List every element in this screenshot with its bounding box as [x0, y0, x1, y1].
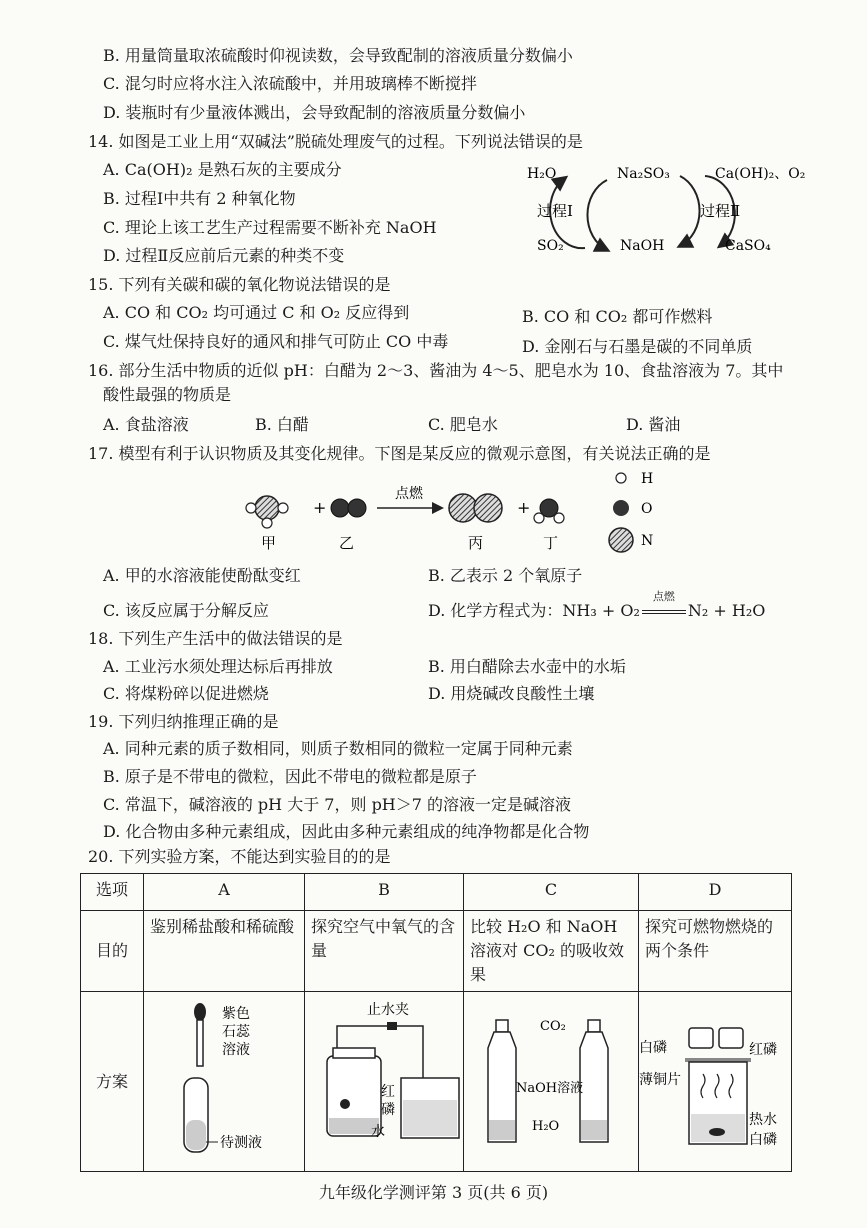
q15-option-c: C. 煤气灶保持良好的通风和排气可防止 CO 中毒 — [103, 332, 449, 351]
q19-stem: 19. 下列归纳推理正确的是 — [88, 712, 279, 731]
q17-option-d-suffix: N₂ + H₂O — [687, 601, 766, 620]
litmus-label-3: 溶液 — [222, 1042, 250, 1058]
plan-d-cell — [639, 992, 792, 1172]
legend-h: H — [641, 471, 654, 487]
process1-arc-right — [587, 180, 607, 250]
q19-option-c: C. 常温下，碱溶液的 pH 大于 7，则 pH＞7 的溶液一定是碱溶液 — [103, 795, 572, 814]
molecule-ding — [534, 499, 564, 523]
white-phosphorus-label-2: 白磷 — [749, 1132, 777, 1148]
hot-water — [691, 1114, 745, 1142]
h2o-label: H₂O — [527, 166, 557, 182]
cup-right — [719, 1028, 743, 1048]
q18-option-c: C. 将煤粉碎以促进燃烧 — [103, 684, 269, 703]
row-label-plan: 方案 — [81, 992, 144, 1172]
table-header-row — [81, 874, 792, 911]
q14-option-b: B. 过程Ⅰ中共有 2 种氧化物 — [103, 189, 296, 208]
litmus-label-2: 石蕊 — [222, 1024, 250, 1040]
q15-option-a: A. CO 和 CO₂ 均可通过 C 和 O₂ 反应得到 — [103, 303, 410, 322]
header-b: B — [305, 874, 464, 911]
label-bing: 丙 — [468, 534, 484, 552]
naoh-label: NaOH — [620, 238, 665, 254]
q18-option-d: D. 用烧碱改良酸性土壤 — [428, 684, 595, 703]
h2o-label: H₂O — [532, 1119, 560, 1134]
purpose-c: 比较 H₂O 和 NaOH 溶液对 CO₂ 的吸收效果 — [464, 911, 639, 992]
q16-option-c: C. 肥皂水 — [428, 415, 498, 434]
q15-option-b: B. CO 和 CO₂ 都可作燃料 — [522, 307, 713, 326]
clamp-label: 止水夹 — [367, 1002, 409, 1018]
process2-label: 过程Ⅱ — [700, 202, 741, 220]
copper-sheet-label: 薄铜片 — [639, 1072, 681, 1088]
q14-option-a: A. Ca(OH)₂ 是熟石灰的主要成分 — [103, 160, 342, 179]
legend-h-symbol — [616, 473, 626, 483]
q13-option-d: D. 装瓶时有少量液体溅出，会导致配制的溶液质量分数偏小 — [103, 103, 526, 122]
naoh-solution-label: NaOH溶液 — [516, 1081, 584, 1096]
litmus-label-1: 紫色 — [222, 1006, 250, 1022]
legend-o: O — [641, 501, 653, 517]
equation-arrow — [640, 590, 688, 622]
q20-table — [80, 873, 792, 1172]
header-a: A — [144, 874, 305, 911]
micro-reaction-diagram — [235, 468, 675, 558]
process1-label: 过程Ⅰ — [537, 202, 573, 220]
hot-water-label: 热水 — [749, 1112, 777, 1128]
red-phosphorus-label: 红磷 — [749, 1042, 777, 1058]
plus-1: + — [313, 498, 327, 517]
molecule-jia — [246, 496, 288, 528]
q13-option-c: C. 混匀时应将水注入浓硫酸中，并用玻璃棒不断搅拌 — [103, 74, 477, 93]
bottle-right-cap — [588, 1020, 600, 1032]
clamp-icon — [387, 1022, 397, 1030]
q19-option-d: D. 化合物由多种元素组成，因此由多种元素组成的纯净物都是化合物 — [103, 822, 590, 841]
double-alkali-diagram — [525, 158, 825, 258]
header-c: C — [464, 874, 639, 911]
table-row-purpose — [81, 911, 792, 992]
bottle-left-liquid — [489, 1120, 515, 1140]
molecule-yi — [331, 499, 366, 517]
label-ding: 丁 — [543, 534, 559, 552]
row-label-purpose: 目的 — [81, 911, 144, 992]
q19-option-a: A. 同种元素的质子数相同，则质子数相同的微粒一定属于同种元素 — [103, 739, 573, 758]
table-row-plan — [81, 992, 792, 1172]
q14-option-d: D. 过程Ⅱ反应前后元素的种类不变 — [103, 246, 345, 265]
legend-n-symbol — [609, 528, 633, 552]
q18-option-a: A. 工业污水须处理达标后再排放 — [103, 657, 333, 676]
red-phosphorus-label-1: 红 — [381, 1084, 395, 1100]
q14-stem: 14. 如图是工业上用“双碱法”脱硫处理废气的过程。下列说法错误的是 — [88, 132, 583, 151]
red-phosphorus — [340, 1099, 350, 1109]
q17-option-a: A. 甲的水溶液能使酚酞变红 — [103, 566, 301, 585]
q13-option-b: B. 用量筒量取浓硫酸时仰视读数，会导致配制的溶液质量分数偏小 — [103, 46, 573, 65]
purpose-b: 探究空气中氧气的含量 — [305, 911, 464, 992]
so2-label: SO₂ — [537, 238, 564, 254]
caso4-label: CaSO₄ — [725, 238, 771, 254]
q14-option-c: C. 理论上该工艺生产过程需要不断补充 NaOH — [103, 218, 437, 237]
plus-2: + — [517, 498, 531, 517]
q15-stem: 15. 下列有关碳和碳的氧化物说法错误的是 — [88, 275, 391, 294]
legend-n: N — [641, 533, 654, 549]
q17-option-c: C. 该反应属于分解反应 — [103, 601, 269, 620]
bottle-right-liquid — [581, 1120, 607, 1140]
caoh2-o2-label: Ca(OH)₂、O₂ — [715, 166, 806, 182]
process2-arc-left — [680, 176, 700, 246]
plan-d-figure — [639, 992, 789, 1164]
na2so3-label: Na₂SO₃ — [617, 166, 670, 182]
q17-option-b: B. 乙表示 2 个氧原子 — [428, 566, 583, 585]
header-d: D — [639, 874, 792, 911]
q18-option-b: B. 用白醋除去水壶中的水垢 — [428, 657, 626, 676]
plan-c-cell — [464, 992, 639, 1172]
dropper-tube — [197, 1020, 203, 1066]
white-phosphorus-label: 白磷 — [639, 1040, 667, 1056]
q16-stem-line2: 酸性最强的物质是 — [103, 385, 232, 404]
q16-stem-line1: 16. 部分生活中物质的近似 pH：白醋为 2～3、酱油为 4～5、肥皂水为 10、食盐溶液为 7。其中 — [88, 361, 784, 380]
q17-stem: 17. 模型有利于认识物质及其变化规律。下图是某反应的微观示意图，有关说法正确的是 — [88, 444, 711, 463]
plan-a-figure — [144, 992, 302, 1164]
test-liquid — [186, 1120, 206, 1150]
page-footer: 九年级化学测评第 3 页(共 6 页) — [318, 1183, 549, 1202]
legend-o-symbol — [613, 500, 629, 516]
q16-option-d: D. 酱油 — [626, 415, 681, 434]
header-option: 选项 — [81, 874, 144, 911]
label-jia: 甲 — [261, 534, 277, 552]
beaker-water — [403, 1100, 457, 1136]
q15-option-d: D. 金刚石与石墨是碳的不同单质 — [522, 337, 753, 356]
q19-option-b: B. 原子是不带电的微粒，因此不带电的微粒都是原子 — [103, 767, 477, 786]
red-phosphorus-label-2: 磷 — [381, 1102, 395, 1118]
plan-c-figure — [464, 992, 636, 1164]
q18-stem: 18. 下列生产生活中的做法错误的是 — [88, 629, 343, 648]
bottle-left-cap — [496, 1020, 508, 1032]
molecule-bing — [449, 494, 502, 522]
plan-b-cell — [305, 992, 464, 1172]
q17-option-d — [428, 590, 766, 622]
q16-option-a: A. 食盐溶液 — [103, 415, 189, 434]
test-liquid-label: 待测液 — [220, 1135, 262, 1151]
purpose-d: 探究可燃物燃烧的两个条件 — [639, 911, 792, 992]
q16-option-b: B. 白醋 — [255, 415, 309, 434]
cup-left — [689, 1028, 713, 1048]
equation-condition: 点燃 — [652, 590, 675, 603]
plan-b-figure — [305, 992, 463, 1164]
label-yi: 乙 — [339, 534, 355, 552]
q20-stem: 20. 下列实验方案，不能达到实验目的的是 — [88, 847, 391, 866]
purpose-a: 鉴别稀盐酸和稀硫酸 — [144, 911, 305, 992]
submerged-white-phosphorus — [709, 1128, 725, 1136]
dropper-bulb — [194, 1003, 206, 1021]
q17-option-d-prefix: D. 化学方程式为：NH₃ + O₂ — [428, 601, 640, 620]
co2-label: CO₂ — [540, 1019, 566, 1034]
plan-a-cell — [144, 992, 305, 1172]
water-label: 水 — [371, 1124, 385, 1140]
flask-stopper — [333, 1048, 375, 1058]
condition-label: 点燃 — [395, 486, 423, 502]
